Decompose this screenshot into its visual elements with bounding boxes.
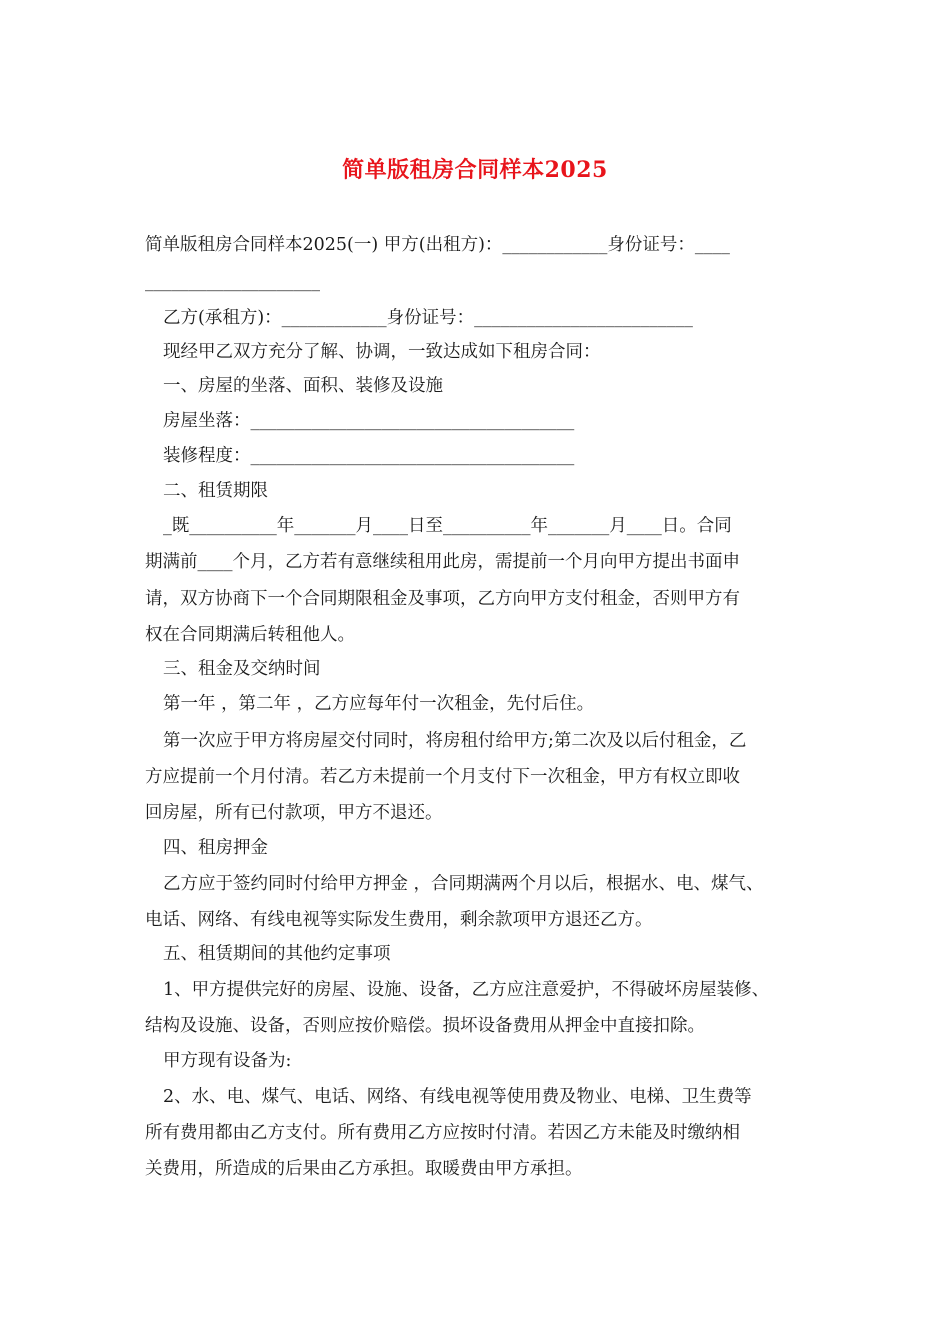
text-line: 现经甲乙双方充分了解、协调，一致达成如下租房合同：	[163, 342, 601, 362]
text-line: 权在合同期满后转租他人。	[145, 625, 355, 645]
text-line: 请，双方协商下一个合同期限租金及事项，乙方向甲方支付租金，否则甲方有	[145, 589, 740, 609]
text-line: 装修程度：_____________________________________	[163, 446, 575, 466]
section-heading: 三、租金及交纳时间	[163, 659, 321, 679]
text-line: 电话、网络、有线电视等实际发生费用，剩余款项甲方退还乙方。	[145, 910, 653, 930]
text-line: 方应提前一个月付清。若乙方未提前一个月支付下一次租金，甲方有权立即收	[145, 767, 740, 787]
text-line: 结构及设施、设备，否则应按价赔偿。损坏设备费用从押金中直接扣除。	[145, 1016, 705, 1036]
text-line: 简单版租房合同样本2025(一) 甲方(出租方)：____________身份证号：____	[145, 235, 730, 255]
text-line: 甲方现有设备为:	[163, 1051, 292, 1071]
section-heading: 一、房屋的坐落、面积、装修及设施	[163, 376, 443, 396]
text-line: 房屋坐落：_____________________________________	[163, 411, 575, 431]
text-line: 1、甲方提供完好的房屋、设施、设备，乙方应注意爱护，不得破坏房屋装修、	[163, 980, 770, 1000]
text-line: 期满前____个月，乙方若有意继续租用此房，需提前一个月向甲方提出书面申	[145, 552, 740, 572]
text-line: 回房屋，所有已付款项，甲方不退还。	[145, 803, 443, 823]
text-line: 第一次应于甲方将房屋交付同时，将房租付给甲方;第二次及以后付租金，乙	[163, 731, 747, 751]
text-line: 2、水、电、煤气、电话、网络、有线电视等使用费及物业、电梯、卫生费等	[163, 1087, 752, 1107]
text-line: _既__________年_______月____日至__________年_______月____日。合同	[163, 516, 732, 536]
section-heading: 四、租房押金	[163, 838, 268, 858]
text-line: 乙方应于签约同时付给甲方押金 ，合同期满两个月以后，根据水、电、煤气、	[163, 874, 764, 894]
text-line: 第一年 ，第二年 ，乙方应每年付一次租金，先付后住。	[163, 694, 595, 714]
text-line: 所有费用都由乙方支付。所有费用乙方应按时付清。若因乙方未能及时缴纳相	[145, 1123, 740, 1143]
section-heading: 五、租赁期间的其他约定事项	[163, 944, 391, 964]
document-title: 简单版租房合同样本2025	[342, 157, 608, 183]
section-heading: 二、租赁期限	[163, 481, 268, 501]
text-line: ____________________	[145, 272, 320, 292]
text-line: 关费用，所造成的后果由乙方承担。取暖费由甲方承担。	[145, 1159, 583, 1179]
text-line: 乙方(承租方)：____________身份证号：_________________________	[163, 308, 693, 328]
